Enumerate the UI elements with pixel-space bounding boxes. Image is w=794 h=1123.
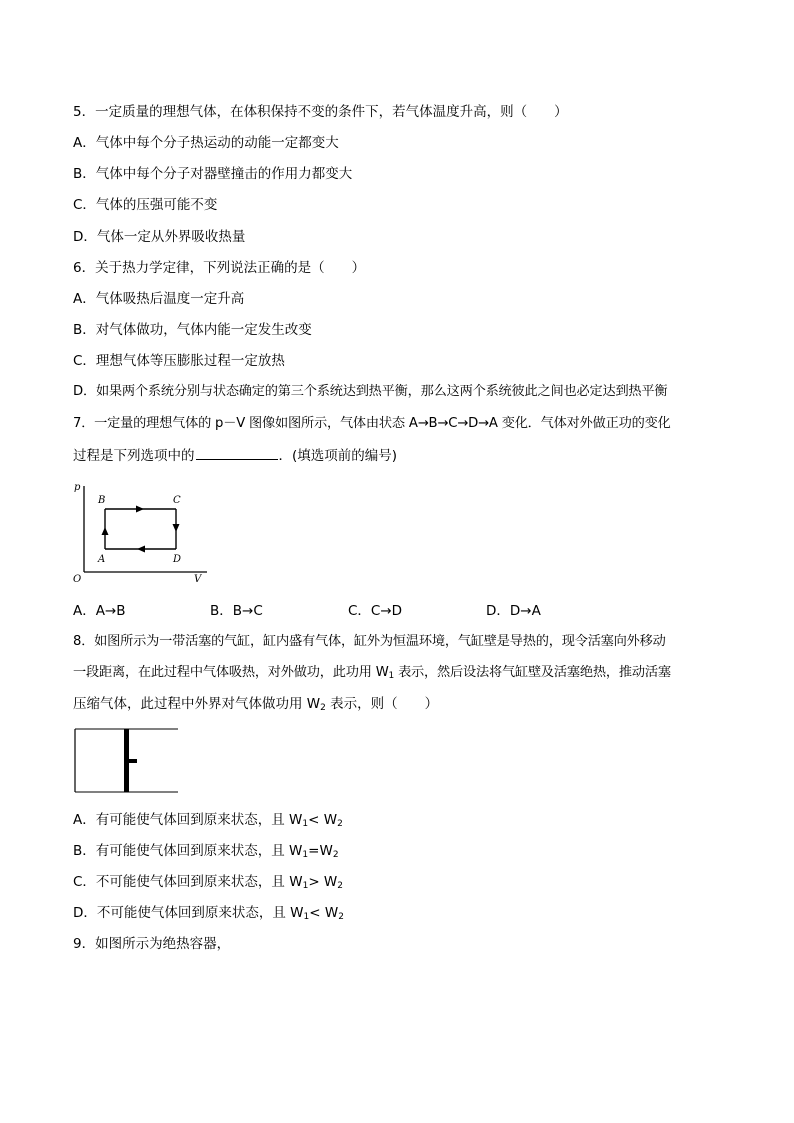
arrow-d-a-icon <box>137 546 145 553</box>
q8-stem-line1: 8．如图所示为一带活塞的气缸，缸内盛有气体，缸外为恒温环境，气缸壁是导热的，现令活塞向外移动 <box>73 634 666 649</box>
q8-line2-text: 一段距离，在此过程中气体吸热，对外做功，此功用 W <box>73 665 389 680</box>
q8-option-a: A．有可能使气体回到原来状态，且 $W_1< W_2$ <box>73 812 343 829</box>
q8-line3-tail: 表示，则（ ） <box>325 696 439 712</box>
q9-stem: 9．如图所示为绝热容器， <box>73 936 231 952</box>
q7-stem-line2 <box>73 446 397 465</box>
q5-option-c: C．气体的压强可能不变 <box>73 197 218 213</box>
q8-option-d: D．不可能使气体回到原来状态，且 $W_1< W_2$ <box>73 905 344 922</box>
point-b-label: B <box>98 495 106 506</box>
q7-option-b: B．B→C <box>210 603 263 619</box>
cylinder-diagram <box>74 728 180 794</box>
q8-option-c: C．不可能使气体回到原来状态，且 $W_1> W_2$ <box>73 874 343 891</box>
q5-stem: 5．一定质量的理想气体，在体积保持不变的条件下，若气体温度升高，则（ ） <box>73 104 568 120</box>
arrow-c-d-icon <box>173 524 180 532</box>
q8-line2-text-tail: 表示，然后设法将气缸壁及活塞绝热，推动活塞 <box>394 665 671 680</box>
point-a-label: A <box>98 554 106 565</box>
q7-stem-text: 过程是下列选项中的 <box>73 448 195 464</box>
q5-option-d: D．气体一定从外界吸收热量 <box>73 229 246 245</box>
arrow-a-b-icon <box>102 527 109 535</box>
piston-rod <box>129 759 137 763</box>
q8-stem-line2 <box>73 664 671 682</box>
q8-stem-line3 <box>73 695 438 713</box>
q7-stem-tail: ．(填选项前的编号) <box>278 448 398 464</box>
q7-option-d: D．D→A <box>486 603 541 619</box>
q6-option-c: C．理想气体等压膨胀过程一定放热 <box>73 353 285 369</box>
piston <box>124 729 129 792</box>
q6-option-b: B．对气体做功，气体内能一定发生改变 <box>73 322 312 338</box>
w2-subscript: 2 <box>320 703 326 713</box>
point-c-label: C <box>173 495 181 506</box>
arrow-b-c-icon <box>136 506 144 513</box>
q6-option-d: D．如果两个系统分别与状态确定的第三个系统达到热平衡，那么这两个系统彼此之间也必定达到热平衡 <box>73 384 668 399</box>
q7-stem-line1: 7．一定量的理想气体的 p－V 图像如图所示，气体由状态 A→B→C→D→A 变化．气体对外做正功的变化 <box>73 416 671 431</box>
v-axis-label: V <box>194 574 202 585</box>
pv-diagram <box>72 478 212 588</box>
answer-blank <box>196 446 278 460</box>
w1-subscript: 1 <box>388 671 395 681</box>
origin-label: O <box>73 574 82 585</box>
q5-option-a: A．气体中每个分子热运动的动能一定都变大 <box>73 135 339 151</box>
q6-stem: 6．关于热力学定律，下列说法正确的是（ ） <box>73 260 366 276</box>
q8-line3-text: 压缩气体，此过程中外界对气体做功用 W <box>73 696 321 712</box>
q8-option-b: B．有可能使气体回到原来状态，且 $W_1=W_2$ <box>73 843 339 860</box>
point-d-label: D <box>173 554 182 565</box>
q7-option-a: A．A→B <box>73 603 126 619</box>
q5-option-b: B．气体中每个分子对器壁撞击的作用力都变大 <box>73 166 353 182</box>
q7-option-c: C．C→D <box>348 603 403 619</box>
p-axis-label: p <box>74 482 81 493</box>
q6-option-a: A．气体吸热后温度一定升高 <box>73 291 245 307</box>
